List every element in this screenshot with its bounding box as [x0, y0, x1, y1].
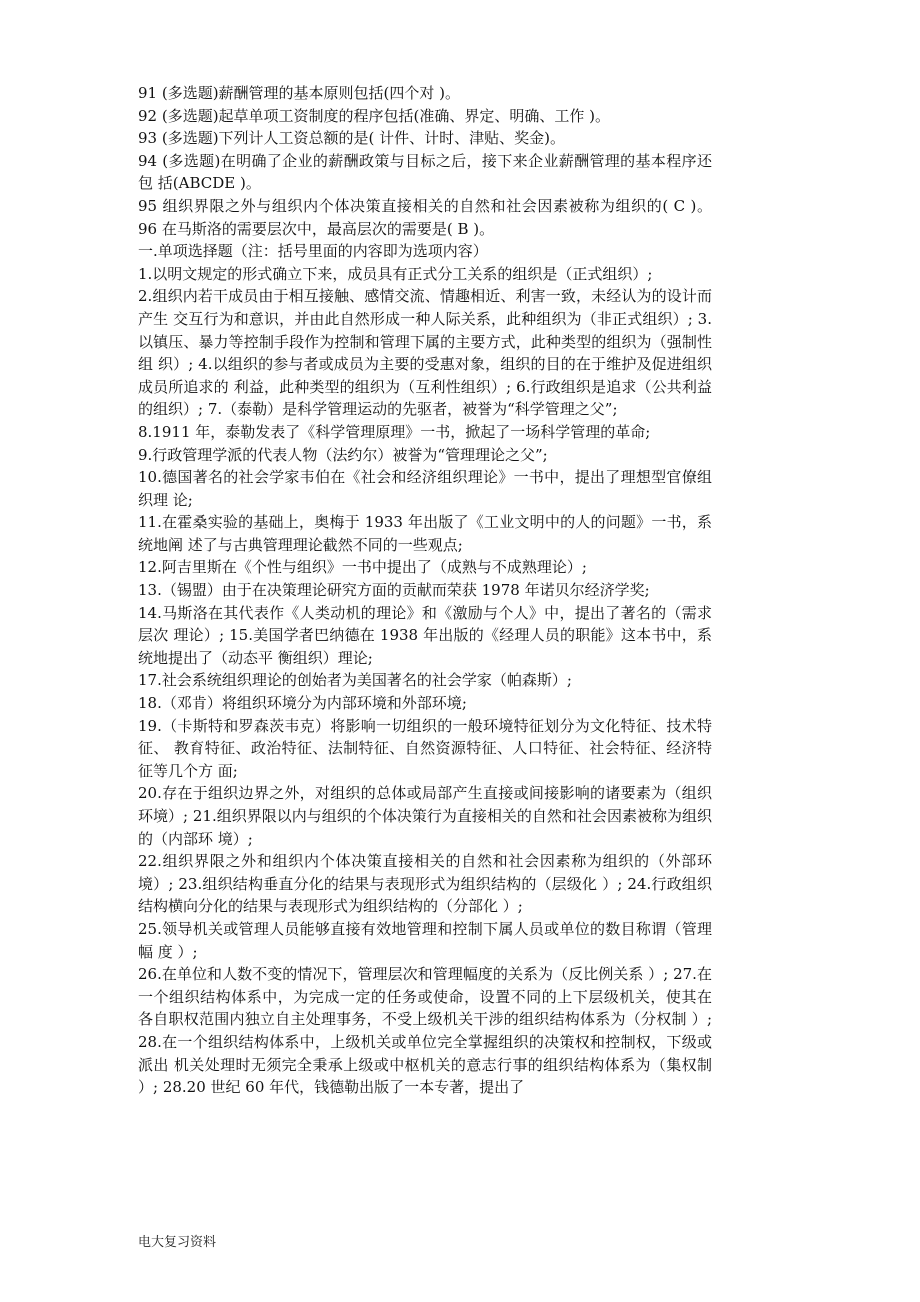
paragraph-item-18: 18.（邓肯）将组织环境分为内部环境和外部环境; — [138, 694, 467, 713]
paragraph-q95-96: 95 组织界限之外与组织内个体决策直接相关的自然和社会因素被称为组织的( C )。 96 在马斯洛的需要层次中，最高层次的需要是( B )。 — [138, 196, 712, 238]
paragraph-items-2-7: 2.组织内若干成员由于相互接触、感情交流、情趣相近、利害一致，未经认为的设计而产生 交互行为和意识，并由此自然形成一种人际关系，此种组织为（非正式组织）; 3.以镇压、暴力等控制手段作为控制和管理下属的主要方式，此种类型的组织为（强制性组 织）; 4.以组织的参与者或成员为主要的受惠对象，组织的目的在于维护及促进组织成员所追求的 利益，此种类型的组织为（互利性组织）; 6.行政组织是追求（公共利益的组织）; 7.（泰勒）是科学管理运动的先驱者，被誉为“科学管理之父”; — [138, 287, 712, 419]
paragraph-item-8: 8.1911 年，泰勒发表了《科学管理原理》一书，掀起了一场科学管理的革命; — [138, 422, 651, 441]
paragraph-item-10: 10.德国著名的社会学家韦伯在《社会和经济组织理论》一书中，提出了理想型官僚组织理 论; — [138, 468, 712, 509]
paragraph-item-12: 12.阿吉里斯在《个性与组织》一书中提出了（成熟与不成熟理论）; — [138, 558, 587, 577]
paragraph-item-25: 25.领导机关或管理人员能够直接有效地管理和控制下属人员或单位的数目称谓（管理幅 度 ）; — [138, 919, 712, 961]
paragraph-item-9: 9.行政管理学派的代表人物（法约尔）被誉为“管理理论之父”; — [138, 445, 548, 464]
paragraph-items-26-28: 26.在单位和人数不变的情况下，管理层次和管理幅度的关系为（反比例关系 ）; 27.在一个组织结构体系中，为完成一定的任务或使命，设置不同的上下层级机关，使其在 各自职权范围内独立自主处理事务，不受上级机关干涉的组织结构体系为（分权制 ）; 28.在一个组织结构体系中，上级机关或单位完全掌握组织的决策权和控制权，下级或派出 机关处理时无须完全秉承上级或中枢机关的意志行事的组织结构体系为（集权制 ）; 28.20 世纪 60 年代，钱德勒出版了一本专著，提出了 — [138, 965, 712, 1097]
paragraph-item-13: 13.（锡盟）由于在决策理论研究方面的贡献而荣获 1978 年诺贝尔经济学奖; — [138, 581, 650, 600]
paragraph-items-22-24: 22.组织界限之外和组织内个体决策直接相关的自然和社会因素称为组织的（外部环境）; 23.组织结构垂直分化的结果与表现形式为组织结构的（层级化 ）; 24.行政组织结构横向分化的结果与表现形式为组织结构的（分部化 ）; — [138, 852, 712, 916]
paragraph-items-20-21: 20.存在于组织边界之外，对组织的总体或局部产生直接或间接影响的诸要素为（组织环境）; 21.组织界限以内与组织的个体决策行为直接相关的自然和社会因素被称为组织的（内部环 境）; — [138, 784, 712, 848]
paragraph-item-11: 11.在霍桑实验的基础上，奥梅于 1933 年出版了《工业文明中的人的问题》一书，系统地阐 述了与古典管理理论截然不同的一些观点; — [138, 513, 712, 554]
document-body — [138, 82, 712, 1099]
paragraph-q92: 92 (多选题)起草单项工资制度的程序包括(准确、界定、明确、工作 )。 — [138, 106, 611, 125]
paragraph-q93: 93 (多选题)下列计人工资总额的是( 计件、计时、津贴、奖金)。 — [138, 129, 566, 148]
paragraph-item-1: 1.以明文规定的形式确立下来，成员具有正式分工关系的组织是（正式组织）; — [138, 264, 653, 283]
paragraph-item-19: 19.（卡斯特和罗森茨韦克）将影响一切组织的一般环境特征划分为文化特征、技术特征、 教育特征、政治特征、法制特征、自然资源特征、人口特征、社会特征、经济特征等几个方 面; — [138, 716, 712, 780]
paragraph-items-14-15: 14.马斯洛在其代表作《人类动机的理论》和《激励与个人》中，提出了著名的（需求层次 理论）; 15.美国学者巴纳德在 1938 年出版的《经理人员的职能》这本书中，系统地提出了（动态平 衡组织）理论; — [138, 603, 712, 667]
paragraph-q91: 91 (多选题)薪酬管理的基本原则包括(四个对 )。 — [138, 84, 461, 102]
page-footer: 电大复习资料 — [138, 1235, 217, 1250]
section-heading: 一.单项选择题（注：括号里面的内容即为选项内容） — [138, 242, 488, 261]
paragraph-q94: 94 (多选题)在明确了企业的薪酬政策与目标之后，接下来企业薪酬管理的基本程序还包 括(ABCDE )。 — [138, 151, 712, 193]
paragraph-item-17: 17.社会系统组织理论的创始者为美国著名的社会学家（帕森斯）; — [138, 671, 572, 690]
